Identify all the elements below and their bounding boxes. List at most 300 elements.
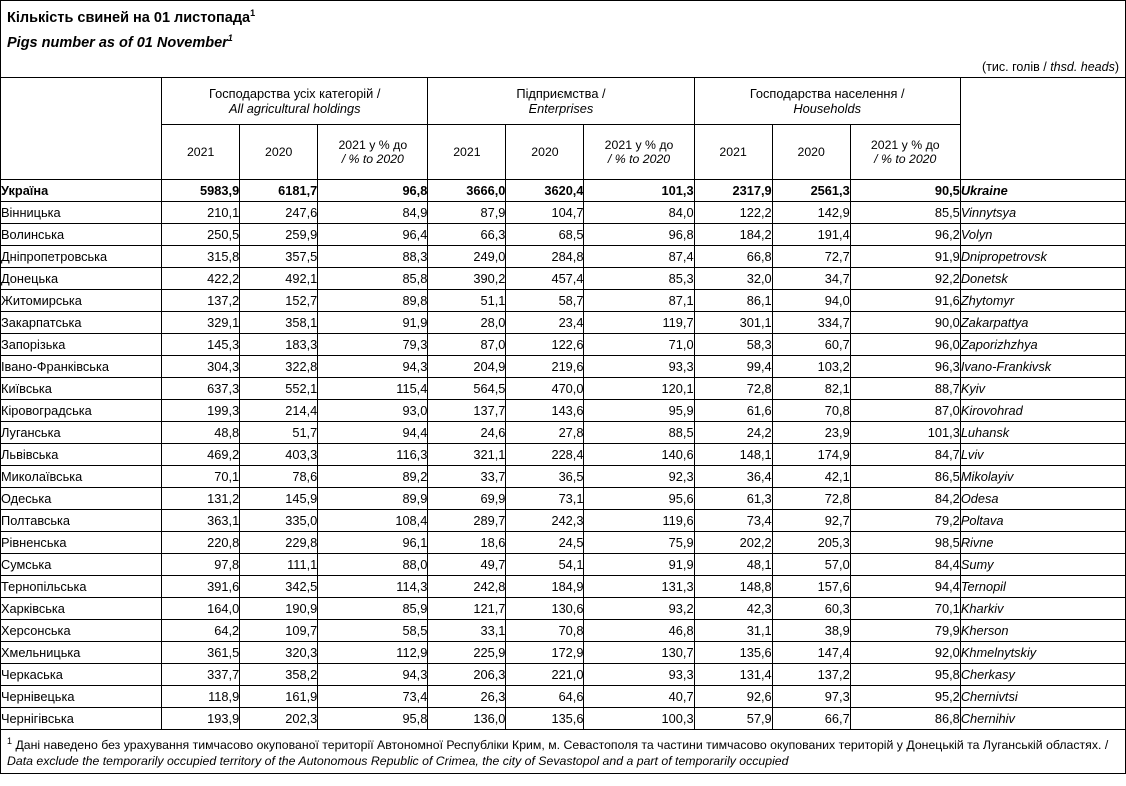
value-cell: 32,0 bbox=[694, 267, 772, 289]
table-row bbox=[1, 311, 1126, 333]
group-header-all-holdings-uk: Господарства усіх категорій / bbox=[209, 85, 381, 101]
value-cell: 457,4 bbox=[506, 267, 584, 289]
region-name-en: Sumy bbox=[960, 553, 1125, 575]
value-cell: 84,7 bbox=[850, 443, 960, 465]
value-cell: 70,8 bbox=[772, 399, 850, 421]
value-cell: 58,3 bbox=[694, 333, 772, 355]
value-cell: 130,6 bbox=[506, 597, 584, 619]
value-cell: 92,0 bbox=[850, 641, 960, 663]
value-cell: 31,1 bbox=[694, 619, 772, 641]
value-cell: 96,8 bbox=[318, 179, 428, 201]
group-header-households-uk: Господарства населення / bbox=[749, 85, 905, 101]
value-cell: 89,8 bbox=[318, 289, 428, 311]
footnote-en: Data exclude the temporarily occupied territory of the Autonomous Republic of Crimea, the city of Sevastopol and a part of temporarily occupied bbox=[7, 753, 789, 768]
value-cell: 48,1 bbox=[694, 553, 772, 575]
value-cell: 78,6 bbox=[240, 465, 318, 487]
footnote-marker: 1 bbox=[7, 735, 13, 746]
region-name-uk: Житомирська bbox=[1, 289, 162, 311]
region-name-en: Vinnytsya bbox=[960, 201, 1125, 223]
value-cell: 358,2 bbox=[240, 663, 318, 685]
value-cell: 137,7 bbox=[428, 399, 506, 421]
value-cell: 89,2 bbox=[318, 465, 428, 487]
value-cell: 147,4 bbox=[772, 641, 850, 663]
value-cell: 174,9 bbox=[772, 443, 850, 465]
value-cell: 18,6 bbox=[428, 531, 506, 553]
table-row bbox=[1, 179, 1126, 201]
region-name-en: Mikolayiv bbox=[960, 465, 1125, 487]
value-cell: 94,4 bbox=[318, 421, 428, 443]
value-cell: 36,5 bbox=[506, 465, 584, 487]
value-cell: 96,4 bbox=[318, 223, 428, 245]
table-row bbox=[1, 355, 1126, 377]
value-cell: 61,3 bbox=[694, 487, 772, 509]
value-cell: 130,7 bbox=[584, 641, 694, 663]
footnote bbox=[0, 730, 1126, 774]
subheader-all-pct-en: / % to 2020 bbox=[341, 151, 404, 166]
table-row bbox=[1, 377, 1126, 399]
region-name-uk: Хмельницька bbox=[1, 641, 162, 663]
value-cell: 120,1 bbox=[584, 377, 694, 399]
title-uk-footnote-marker: 1 bbox=[250, 8, 256, 18]
value-cell: 301,1 bbox=[694, 311, 772, 333]
table-row bbox=[1, 531, 1126, 553]
value-cell: 108,4 bbox=[318, 509, 428, 531]
value-cell: 250,5 bbox=[162, 223, 240, 245]
value-cell: 79,2 bbox=[850, 509, 960, 531]
value-cell: 315,8 bbox=[162, 245, 240, 267]
value-cell: 247,6 bbox=[240, 201, 318, 223]
value-cell: 5983,9 bbox=[162, 179, 240, 201]
value-cell: 72,8 bbox=[694, 377, 772, 399]
value-cell: 193,9 bbox=[162, 707, 240, 729]
group-header-all-holdings bbox=[162, 77, 428, 124]
value-cell: 66,8 bbox=[694, 245, 772, 267]
value-cell: 95,2 bbox=[850, 685, 960, 707]
value-cell: 33,7 bbox=[428, 465, 506, 487]
value-cell: 46,8 bbox=[584, 619, 694, 641]
value-cell: 131,2 bbox=[162, 487, 240, 509]
region-name-en: Khmelnytskiy bbox=[960, 641, 1125, 663]
table-body bbox=[1, 179, 1126, 729]
value-cell: 84,4 bbox=[850, 553, 960, 575]
value-cell: 64,6 bbox=[506, 685, 584, 707]
subheader-hh-2021: 2021 bbox=[694, 124, 772, 179]
value-cell: 131,3 bbox=[584, 575, 694, 597]
value-cell: 60,7 bbox=[772, 333, 850, 355]
region-name-uk: Чернівецька bbox=[1, 685, 162, 707]
table-row bbox=[1, 443, 1126, 465]
value-cell: 470,0 bbox=[506, 377, 584, 399]
table-row bbox=[1, 553, 1126, 575]
value-cell: 73,1 bbox=[506, 487, 584, 509]
value-cell: 70,8 bbox=[506, 619, 584, 641]
value-cell: 95,6 bbox=[584, 487, 694, 509]
subheader-ent-pct bbox=[584, 124, 694, 179]
value-cell: 321,1 bbox=[428, 443, 506, 465]
value-cell: 390,2 bbox=[428, 267, 506, 289]
value-cell: 87,4 bbox=[584, 245, 694, 267]
table-row bbox=[1, 641, 1126, 663]
value-cell: 60,3 bbox=[772, 597, 850, 619]
region-name-en: Ivano-Frankivsk bbox=[960, 355, 1125, 377]
region-name-en: Odesa bbox=[960, 487, 1125, 509]
region-name-uk: Івано-Франківська bbox=[1, 355, 162, 377]
value-cell: 57,0 bbox=[772, 553, 850, 575]
value-cell: 70,1 bbox=[162, 465, 240, 487]
units-label bbox=[0, 57, 1126, 77]
value-cell: 145,9 bbox=[240, 487, 318, 509]
pigs-number-table bbox=[0, 77, 1126, 730]
value-cell: 101,3 bbox=[584, 179, 694, 201]
value-cell: 28,0 bbox=[428, 311, 506, 333]
region-name-uk: Херсонська bbox=[1, 619, 162, 641]
value-cell: 152,7 bbox=[240, 289, 318, 311]
value-cell: 42,3 bbox=[694, 597, 772, 619]
value-cell: 335,0 bbox=[240, 509, 318, 531]
region-name-uk: Рівненська bbox=[1, 531, 162, 553]
value-cell: 115,4 bbox=[318, 377, 428, 399]
value-cell: 91,9 bbox=[584, 553, 694, 575]
region-name-en: Kherson bbox=[960, 619, 1125, 641]
value-cell: 320,3 bbox=[240, 641, 318, 663]
subheader-hh-pct bbox=[850, 124, 960, 179]
value-cell: 72,8 bbox=[772, 487, 850, 509]
value-cell: 97,8 bbox=[162, 553, 240, 575]
value-cell: 94,3 bbox=[318, 355, 428, 377]
value-cell: 148,8 bbox=[694, 575, 772, 597]
value-cell: 85,3 bbox=[584, 267, 694, 289]
table-row bbox=[1, 245, 1126, 267]
value-cell: 228,4 bbox=[506, 443, 584, 465]
table-row bbox=[1, 597, 1126, 619]
region-name-en: Cherkasy bbox=[960, 663, 1125, 685]
value-cell: 202,2 bbox=[694, 531, 772, 553]
value-cell: 145,3 bbox=[162, 333, 240, 355]
value-cell: 93,3 bbox=[584, 355, 694, 377]
value-cell: 157,6 bbox=[772, 575, 850, 597]
value-cell: 75,9 bbox=[584, 531, 694, 553]
value-cell: 73,4 bbox=[694, 509, 772, 531]
value-cell: 361,5 bbox=[162, 641, 240, 663]
value-cell: 82,1 bbox=[772, 377, 850, 399]
value-cell: 492,1 bbox=[240, 267, 318, 289]
value-cell: 69,9 bbox=[428, 487, 506, 509]
value-cell: 84,9 bbox=[318, 201, 428, 223]
region-name-uk: Вінницька bbox=[1, 201, 162, 223]
value-cell: 38,9 bbox=[772, 619, 850, 641]
value-cell: 205,3 bbox=[772, 531, 850, 553]
value-cell: 337,7 bbox=[162, 663, 240, 685]
subheader-all-2020: 2020 bbox=[240, 124, 318, 179]
region-name-en: Volyn bbox=[960, 223, 1125, 245]
value-cell: 135,6 bbox=[694, 641, 772, 663]
region-name-uk: Запорізька bbox=[1, 333, 162, 355]
value-cell: 96,0 bbox=[850, 333, 960, 355]
title-en-text: Pigs number as of 01 November bbox=[7, 34, 228, 51]
value-cell: 23,9 bbox=[772, 421, 850, 443]
title-en-footnote-marker: 1 bbox=[227, 32, 233, 43]
table-subheader-row bbox=[1, 124, 1126, 179]
value-cell: 48,8 bbox=[162, 421, 240, 443]
value-cell: 58,5 bbox=[318, 619, 428, 641]
value-cell: 206,3 bbox=[428, 663, 506, 685]
value-cell: 122,2 bbox=[694, 201, 772, 223]
value-cell: 183,3 bbox=[240, 333, 318, 355]
region-name-en: Kyiv bbox=[960, 377, 1125, 399]
subheader-all-2021: 2021 bbox=[162, 124, 240, 179]
region-name-uk: Одеська bbox=[1, 487, 162, 509]
value-cell: 99,4 bbox=[694, 355, 772, 377]
value-cell: 3666,0 bbox=[428, 179, 506, 201]
units-uk: (тис. голів / bbox=[982, 59, 1051, 74]
region-name-en: Zaporizhzhya bbox=[960, 333, 1125, 355]
value-cell: 33,1 bbox=[428, 619, 506, 641]
value-cell: 284,8 bbox=[506, 245, 584, 267]
value-cell: 116,3 bbox=[318, 443, 428, 465]
value-cell: 119,7 bbox=[584, 311, 694, 333]
region-name-en: Rivne bbox=[960, 531, 1125, 553]
value-cell: 469,2 bbox=[162, 443, 240, 465]
title-block bbox=[0, 0, 1126, 57]
value-cell: 87,0 bbox=[850, 399, 960, 421]
value-cell: 26,3 bbox=[428, 685, 506, 707]
value-cell: 87,9 bbox=[428, 201, 506, 223]
value-cell: 190,9 bbox=[240, 597, 318, 619]
region-name-uk: Чернігівська bbox=[1, 707, 162, 729]
group-header-households bbox=[694, 77, 960, 124]
value-cell: 92,7 bbox=[772, 509, 850, 531]
value-cell: 97,3 bbox=[772, 685, 850, 707]
value-cell: 2561,3 bbox=[772, 179, 850, 201]
table-row bbox=[1, 223, 1126, 245]
table-row bbox=[1, 685, 1126, 707]
value-cell: 140,6 bbox=[584, 443, 694, 465]
value-cell: 259,9 bbox=[240, 223, 318, 245]
group-header-households-en: Households bbox=[793, 100, 861, 116]
value-cell: 6181,7 bbox=[240, 179, 318, 201]
value-cell: 79,9 bbox=[850, 619, 960, 641]
value-cell: 86,5 bbox=[850, 465, 960, 487]
region-name-uk: Львівська bbox=[1, 443, 162, 465]
value-cell: 51,7 bbox=[240, 421, 318, 443]
table-row bbox=[1, 289, 1126, 311]
value-cell: 85,8 bbox=[318, 267, 428, 289]
value-cell: 122,6 bbox=[506, 333, 584, 355]
table-row bbox=[1, 509, 1126, 531]
value-cell: 304,3 bbox=[162, 355, 240, 377]
value-cell: 184,9 bbox=[506, 575, 584, 597]
table-row bbox=[1, 465, 1126, 487]
value-cell: 70,1 bbox=[850, 597, 960, 619]
region-name-uk: Кіровоградська bbox=[1, 399, 162, 421]
table-row bbox=[1, 663, 1126, 685]
value-cell: 220,8 bbox=[162, 531, 240, 553]
page-title-en bbox=[7, 30, 1119, 52]
value-cell: 111,1 bbox=[240, 553, 318, 575]
value-cell: 84,2 bbox=[850, 487, 960, 509]
subheader-ent-2020: 2020 bbox=[506, 124, 584, 179]
value-cell: 242,8 bbox=[428, 575, 506, 597]
value-cell: 131,4 bbox=[694, 663, 772, 685]
value-cell: 109,7 bbox=[240, 619, 318, 641]
value-cell: 79,3 bbox=[318, 333, 428, 355]
region-name-en: Donetsk bbox=[960, 267, 1125, 289]
value-cell: 24,6 bbox=[428, 421, 506, 443]
value-cell: 2317,9 bbox=[694, 179, 772, 201]
value-cell: 249,0 bbox=[428, 245, 506, 267]
footnote-uk: Дані наведено без урахування тимчасово окупованої території Автономної Республіки Крим, м. Севастополя та частини тимчасово окупованих територій у Донецькій та Луганській областях. / bbox=[15, 737, 1109, 752]
region-name-uk: Сумська bbox=[1, 553, 162, 575]
value-cell: 57,9 bbox=[694, 707, 772, 729]
region-name-uk: Миколаївська bbox=[1, 465, 162, 487]
value-cell: 91,9 bbox=[318, 311, 428, 333]
value-cell: 637,3 bbox=[162, 377, 240, 399]
value-cell: 93,2 bbox=[584, 597, 694, 619]
value-cell: 54,1 bbox=[506, 553, 584, 575]
page-title-uk bbox=[7, 5, 1119, 27]
region-name-uk: Черкаська bbox=[1, 663, 162, 685]
value-cell: 90,5 bbox=[850, 179, 960, 201]
value-cell: 3620,4 bbox=[506, 179, 584, 201]
value-cell: 221,0 bbox=[506, 663, 584, 685]
value-cell: 137,2 bbox=[772, 663, 850, 685]
group-header-enterprises-uk: Підприємства / bbox=[516, 85, 606, 101]
value-cell: 96,2 bbox=[850, 223, 960, 245]
region-name-en: Zhytomyr bbox=[960, 289, 1125, 311]
region-name-uk: Полтавська bbox=[1, 509, 162, 531]
region-name-uk: Донецька bbox=[1, 267, 162, 289]
value-cell: 135,6 bbox=[506, 707, 584, 729]
value-cell: 172,9 bbox=[506, 641, 584, 663]
value-cell: 94,3 bbox=[318, 663, 428, 685]
value-cell: 564,5 bbox=[428, 377, 506, 399]
subheader-hh-2020: 2020 bbox=[772, 124, 850, 179]
value-cell: 104,7 bbox=[506, 201, 584, 223]
value-cell: 219,6 bbox=[506, 355, 584, 377]
region-name-uk: Закарпатська bbox=[1, 311, 162, 333]
title-uk-text: Кількість свиней на 01 листопада bbox=[7, 9, 251, 26]
value-cell: 88,3 bbox=[318, 245, 428, 267]
value-cell: 66,7 bbox=[772, 707, 850, 729]
value-cell: 86,1 bbox=[694, 289, 772, 311]
table-row bbox=[1, 707, 1126, 729]
value-cell: 552,1 bbox=[240, 377, 318, 399]
table-row bbox=[1, 399, 1126, 421]
value-cell: 23,4 bbox=[506, 311, 584, 333]
value-cell: 95,8 bbox=[318, 707, 428, 729]
region-name-en: Lviv bbox=[960, 443, 1125, 465]
corner-cell-en bbox=[960, 77, 1125, 179]
table-row bbox=[1, 619, 1126, 641]
value-cell: 363,1 bbox=[162, 509, 240, 531]
value-cell: 96,1 bbox=[318, 531, 428, 553]
value-cell: 204,9 bbox=[428, 355, 506, 377]
value-cell: 93,0 bbox=[318, 399, 428, 421]
region-name-uk: Україна bbox=[1, 179, 162, 201]
value-cell: 84,0 bbox=[584, 201, 694, 223]
subheader-ent-pct-en: / % to 2020 bbox=[607, 151, 671, 166]
value-cell: 96,3 bbox=[850, 355, 960, 377]
subheader-hh-pct-uk: 2021 у % до bbox=[870, 137, 940, 152]
value-cell: 49,7 bbox=[428, 553, 506, 575]
subheader-all-pct bbox=[318, 124, 428, 179]
value-cell: 118,9 bbox=[162, 685, 240, 707]
value-cell: 342,5 bbox=[240, 575, 318, 597]
value-cell: 40,7 bbox=[584, 685, 694, 707]
value-cell: 87,0 bbox=[428, 333, 506, 355]
group-header-enterprises-en: Enterprises bbox=[528, 100, 594, 116]
value-cell: 148,1 bbox=[694, 443, 772, 465]
value-cell: 100,3 bbox=[584, 707, 694, 729]
value-cell: 199,3 bbox=[162, 399, 240, 421]
region-name-en: Ternopil bbox=[960, 575, 1125, 597]
value-cell: 27,8 bbox=[506, 421, 584, 443]
region-name-uk: Луганська bbox=[1, 421, 162, 443]
value-cell: 95,9 bbox=[584, 399, 694, 421]
region-name-en: Kirovohrad bbox=[960, 399, 1125, 421]
value-cell: 66,3 bbox=[428, 223, 506, 245]
region-name-en: Chernihiv bbox=[960, 707, 1125, 729]
value-cell: 322,8 bbox=[240, 355, 318, 377]
region-name-en: Luhansk bbox=[960, 421, 1125, 443]
value-cell: 191,4 bbox=[772, 223, 850, 245]
region-name-en: Chernivtsi bbox=[960, 685, 1125, 707]
table-row bbox=[1, 421, 1126, 443]
table-row bbox=[1, 201, 1126, 223]
value-cell: 229,8 bbox=[240, 531, 318, 553]
table-row bbox=[1, 487, 1126, 509]
value-cell: 210,1 bbox=[162, 201, 240, 223]
value-cell: 101,3 bbox=[850, 421, 960, 443]
value-cell: 88,5 bbox=[584, 421, 694, 443]
value-cell: 34,7 bbox=[772, 267, 850, 289]
value-cell: 137,2 bbox=[162, 289, 240, 311]
value-cell: 36,4 bbox=[694, 465, 772, 487]
value-cell: 358,1 bbox=[240, 311, 318, 333]
region-name-uk: Тернопільська bbox=[1, 575, 162, 597]
value-cell: 68,5 bbox=[506, 223, 584, 245]
region-name-en: Kharkiv bbox=[960, 597, 1125, 619]
value-cell: 87,1 bbox=[584, 289, 694, 311]
value-cell: 94,4 bbox=[850, 575, 960, 597]
value-cell: 91,9 bbox=[850, 245, 960, 267]
value-cell: 214,4 bbox=[240, 399, 318, 421]
value-cell: 93,3 bbox=[584, 663, 694, 685]
value-cell: 184,2 bbox=[694, 223, 772, 245]
value-cell: 143,6 bbox=[506, 399, 584, 421]
value-cell: 71,0 bbox=[584, 333, 694, 355]
subheader-hh-pct-en: / % to 2020 bbox=[874, 151, 937, 166]
value-cell: 94,0 bbox=[772, 289, 850, 311]
subheader-ent-2021: 2021 bbox=[428, 124, 506, 179]
value-cell: 164,0 bbox=[162, 597, 240, 619]
group-header-all-holdings-en: All agricultural holdings bbox=[228, 100, 361, 116]
value-cell: 121,7 bbox=[428, 597, 506, 619]
value-cell: 51,1 bbox=[428, 289, 506, 311]
value-cell: 142,9 bbox=[772, 201, 850, 223]
value-cell: 72,7 bbox=[772, 245, 850, 267]
value-cell: 95,8 bbox=[850, 663, 960, 685]
group-header-enterprises bbox=[428, 77, 694, 124]
table-row bbox=[1, 267, 1126, 289]
value-cell: 90,0 bbox=[850, 311, 960, 333]
subheader-all-pct-uk: 2021 у % до bbox=[338, 137, 408, 152]
value-cell: 92,2 bbox=[850, 267, 960, 289]
value-cell: 225,9 bbox=[428, 641, 506, 663]
units-close: ) bbox=[1114, 59, 1119, 74]
value-cell: 42,1 bbox=[772, 465, 850, 487]
region-name-en: Ukraine bbox=[960, 179, 1125, 201]
